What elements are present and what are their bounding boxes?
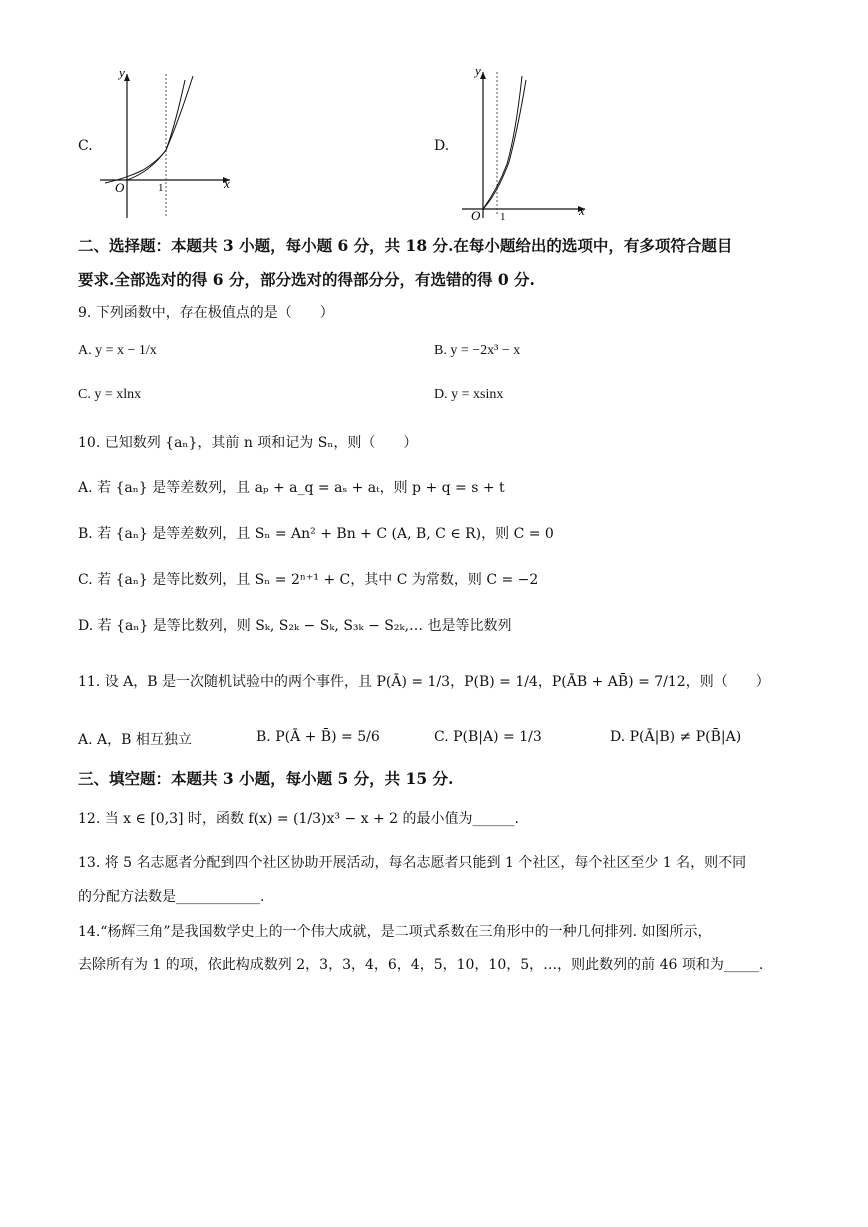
q10-option-a: A. 若 {aₙ} 是等差数列，且 aₚ + a_q = aₛ + aₜ，则 p + q = s + t (78, 480, 505, 496)
q9-option-b: B. y = −2x³ − x (434, 343, 521, 358)
graph-d-origin: O (471, 208, 481, 222)
q11-stem: 11. 设 A，B 是一次随机试验中的两个事件，且 P(Ā) = 1/3，P(B) = 1/4，P(ĀB + AB̄) = 7/12，则（ ） (78, 674, 770, 690)
q10-option-c: C. 若 {aₙ} 是等比数列，且 Sₙ = 2ⁿ⁺¹ + C，其中 C 为常数，则 C = −2 (78, 572, 539, 588)
graph-d-x-label: x (579, 203, 585, 218)
q14-line1: 14.“杨辉三角”是我国数学史上的一个伟大成就，是二项式系数在三角形中的一种几何排列. 如图所示， (78, 924, 712, 940)
q13-line2: 的分配方法数是____________. (78, 889, 265, 905)
q13-line1: 13. 将 5 名志愿者分配到四个社区协助开展活动，每名志愿者只能到 1 个社区，每个社区至少 1 名，则不同 (78, 855, 747, 871)
q11-option-c: C. P(B|A) = 1/3 (434, 729, 542, 745)
q14-line2: 去除所有为 1 的项，依此构成数列 2，3，3，4，6，4，5，10，10，5，…，则此数列的前 46 项和为_____. (78, 957, 764, 973)
q11-option-d: D. P(Ā|B) ≠ P(B̄|A) (610, 729, 742, 745)
section3-title: 三、填空题：本题共 3 小题，每小题 5 分，共 15 分. (78, 769, 454, 788)
q9-option-c: C. y = xlnx (78, 387, 142, 402)
graph-c-tick: 1 (158, 182, 164, 194)
graph-d (452, 66, 592, 222)
option-d-label: D. (434, 138, 450, 154)
q11-option-a: A. A，B 相互独立 (78, 732, 192, 748)
graph-d-y-label: y (475, 66, 481, 78)
graph-c-curve-2 (127, 80, 185, 180)
section2-line1: 二、选择题：本题共 3 小题，每小题 6 分，共 18 分.在每小题给出的选项中，有多项符合题目 (78, 236, 733, 255)
section2-line2: 要求.全部选对的得 6 分，部分选对的得部分分，有选错的得 0 分. (78, 270, 535, 289)
q10-option-d: D. 若 {aₙ} 是等比数列，则 Sₖ, S₂ₖ − Sₖ, S₃ₖ − S₂ₖ,… 也是等比数列 (78, 618, 512, 634)
graph-c (95, 66, 240, 222)
option-c-label: C. (78, 138, 93, 154)
q9-stem: 9. 下列函数中，存在极值点的是（ ） (78, 305, 334, 321)
q10-option-b: B. 若 {aₙ} 是等差数列，且 Sₙ = An² + Bn + C (A, B, C ∈ R)，则 C = 0 (78, 526, 554, 542)
graph-d-curve-2 (483, 76, 522, 209)
q11-option-b: B. P(Ā + B̄) = 5/6 (256, 729, 380, 745)
q9-option-a: A. y = x − 1/x (78, 343, 157, 358)
q10-stem: 10. 已知数列 {aₙ}，其前 n 项和记为 Sₙ，则（ ） (78, 435, 418, 451)
graph-c-curve-1 (105, 76, 193, 183)
graph-c-x-label: x (224, 176, 230, 191)
graph-d-tick: 1 (500, 211, 506, 222)
q9-option-d: D. y = xsinx (434, 387, 504, 402)
q12-text: 12. 当 x ∈ [0,3] 时，函数 f(x) = (1/3)x³ − x + 2 的最小值为______. (78, 811, 519, 827)
graph-c-origin: O (115, 180, 125, 195)
graph-c-y-label: y (119, 66, 125, 80)
